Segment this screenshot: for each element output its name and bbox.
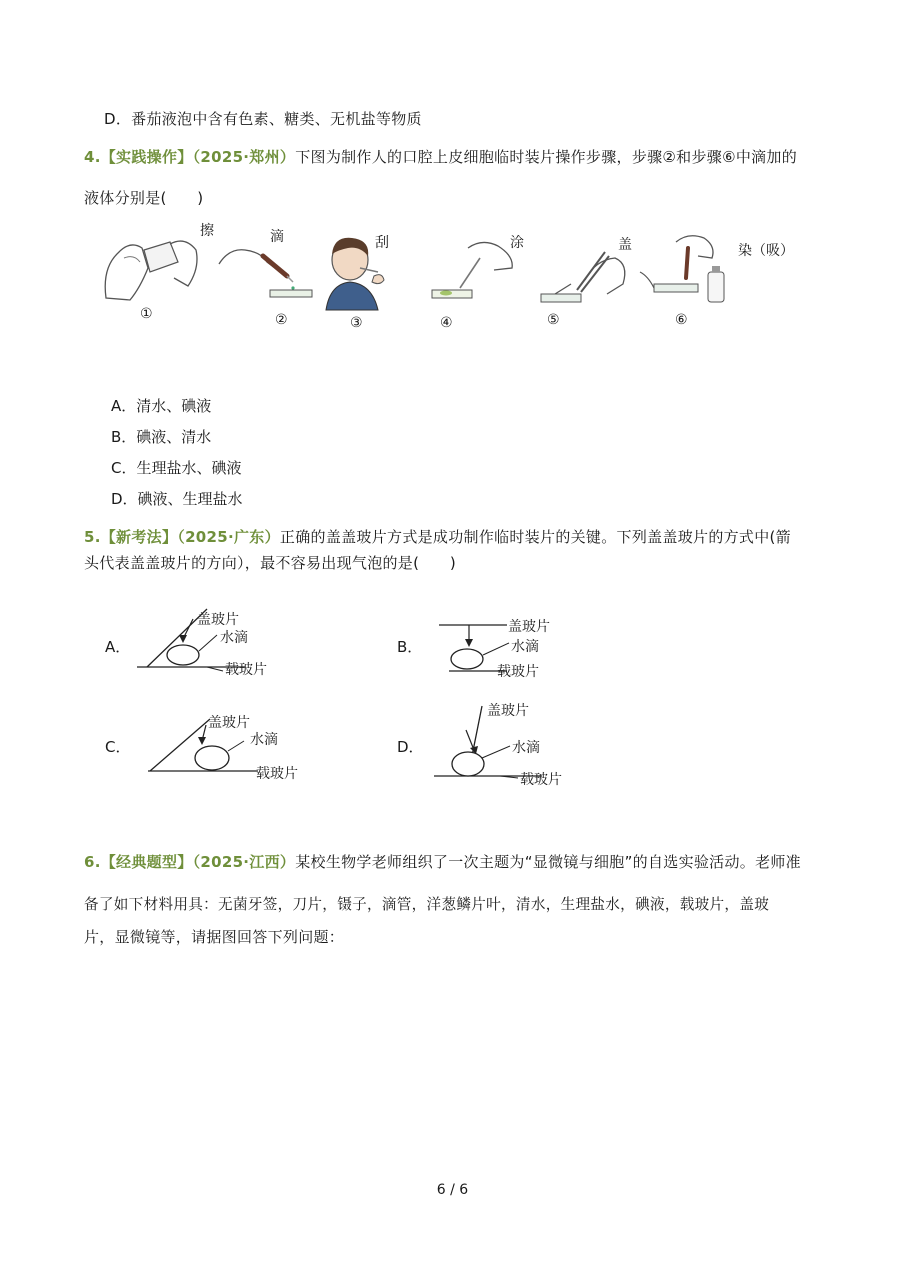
q5-a-coverslip-label: 盖玻片 [197, 612, 239, 628]
q6-number: 6. [84, 853, 101, 871]
q5-stem-text: 正确的盖盖玻片方式是成功制作临时装片的关键。下列盖盖玻片的方式中(箭 [279, 528, 791, 546]
q4-option-b: B．碘液、清水 [111, 428, 212, 446]
q5-number: 5. [84, 528, 101, 546]
q5-tag: 【新考法】 [100, 528, 178, 546]
q5-stem-line1 [84, 527, 791, 547]
q4-option-c: C．生理盐水、碘液 [111, 459, 242, 477]
q5-a-slide-label: 载玻片 [225, 662, 267, 678]
q6-tag: 【经典题型】 [100, 853, 193, 871]
q6-stem-line3: 片，显微镜等，请据图回答下列问题： [84, 928, 345, 946]
step2-drop-illustration [215, 234, 315, 304]
q5-source: （2025·广东） [177, 528, 280, 546]
q4-option-d: D．碘液、生理盐水 [111, 490, 243, 508]
q4-procedure-figure [100, 220, 794, 340]
q6-stem-text: 某校生物学老师组织了一次主题为“显微镜与细胞”的自选实验活动。老师准 [295, 853, 801, 871]
q5-d-drop-label: 水滴 [512, 740, 540, 756]
step5-number: ⑤ [547, 312, 560, 328]
step4-number: ④ [440, 315, 453, 331]
step3-label: 刮 [375, 235, 389, 251]
q3-option-d: D．番茄液泡中含有色素、糖类、无机盐等物质 [104, 110, 422, 128]
step2-number: ② [275, 312, 288, 328]
step1-wipe-illustration [100, 228, 200, 308]
q5-stem-line2: 头代表盖盖玻片的方向），最不容易出现气泡的是( ) [84, 554, 457, 572]
step4-label: 涂 [510, 235, 524, 251]
page-number: 6 / 6 [436, 1182, 469, 1198]
q5-option-c-letter: C． [105, 738, 131, 756]
step3-number: ③ [350, 315, 363, 331]
q5-b-slide-label: 载玻片 [497, 664, 539, 680]
step1-label: 擦 [200, 223, 214, 239]
step5-cover-illustration [535, 240, 630, 310]
q5-option-a-letter: A． [105, 638, 131, 656]
q5-a-drop-label: 水滴 [220, 630, 248, 646]
q5-c-coverslip-label: 盖玻片 [208, 715, 250, 731]
q5-b-coverslip-label: 盖玻片 [508, 619, 550, 635]
q4-number: 4. [84, 148, 101, 166]
step6-number: ⑥ [675, 312, 688, 328]
q4-tag: 【实践操作】 [100, 148, 193, 166]
q5-b-drop-label: 水滴 [511, 639, 539, 655]
q4-stem-line1 [84, 147, 797, 167]
q6-source: （2025·江西） [192, 853, 296, 871]
step2-label: 滴 [270, 229, 284, 245]
q5-option-d-letter: D． [397, 738, 424, 756]
step5-label: 盖 [618, 237, 632, 253]
q5-c-slide-label: 载玻片 [256, 766, 298, 782]
step6-label: 染（吸） [738, 243, 794, 259]
q4-source: （2025·郑州） [192, 148, 296, 166]
step1-number: ① [140, 306, 153, 322]
q6-stem-line1 [84, 852, 801, 872]
q4-stem-text: 下图为制作人的口腔上皮细胞临时装片操作步骤，步骤②和步骤⑥中滴加的 [295, 148, 798, 166]
q5-d-coverslip-label: 盖玻片 [487, 703, 529, 719]
q5-option-b-letter: B． [397, 638, 423, 656]
q5-d-slide-label: 载玻片 [520, 772, 562, 788]
q4-stem-line2: 液体分别是( ) [84, 189, 204, 207]
step6-stain-illustration [638, 232, 738, 312]
q6-stem-line2: 备了如下材料用具：无菌牙签，刀片，镊子，滴管，洋葱鳞片叶，清水，生理盐水，碘液，载玻片，盖玻 [84, 896, 770, 913]
q4-option-a: A．清水、碘液 [111, 397, 212, 415]
step4-smear-illustration [428, 238, 518, 308]
q5-c-drop-label: 水滴 [250, 732, 278, 748]
